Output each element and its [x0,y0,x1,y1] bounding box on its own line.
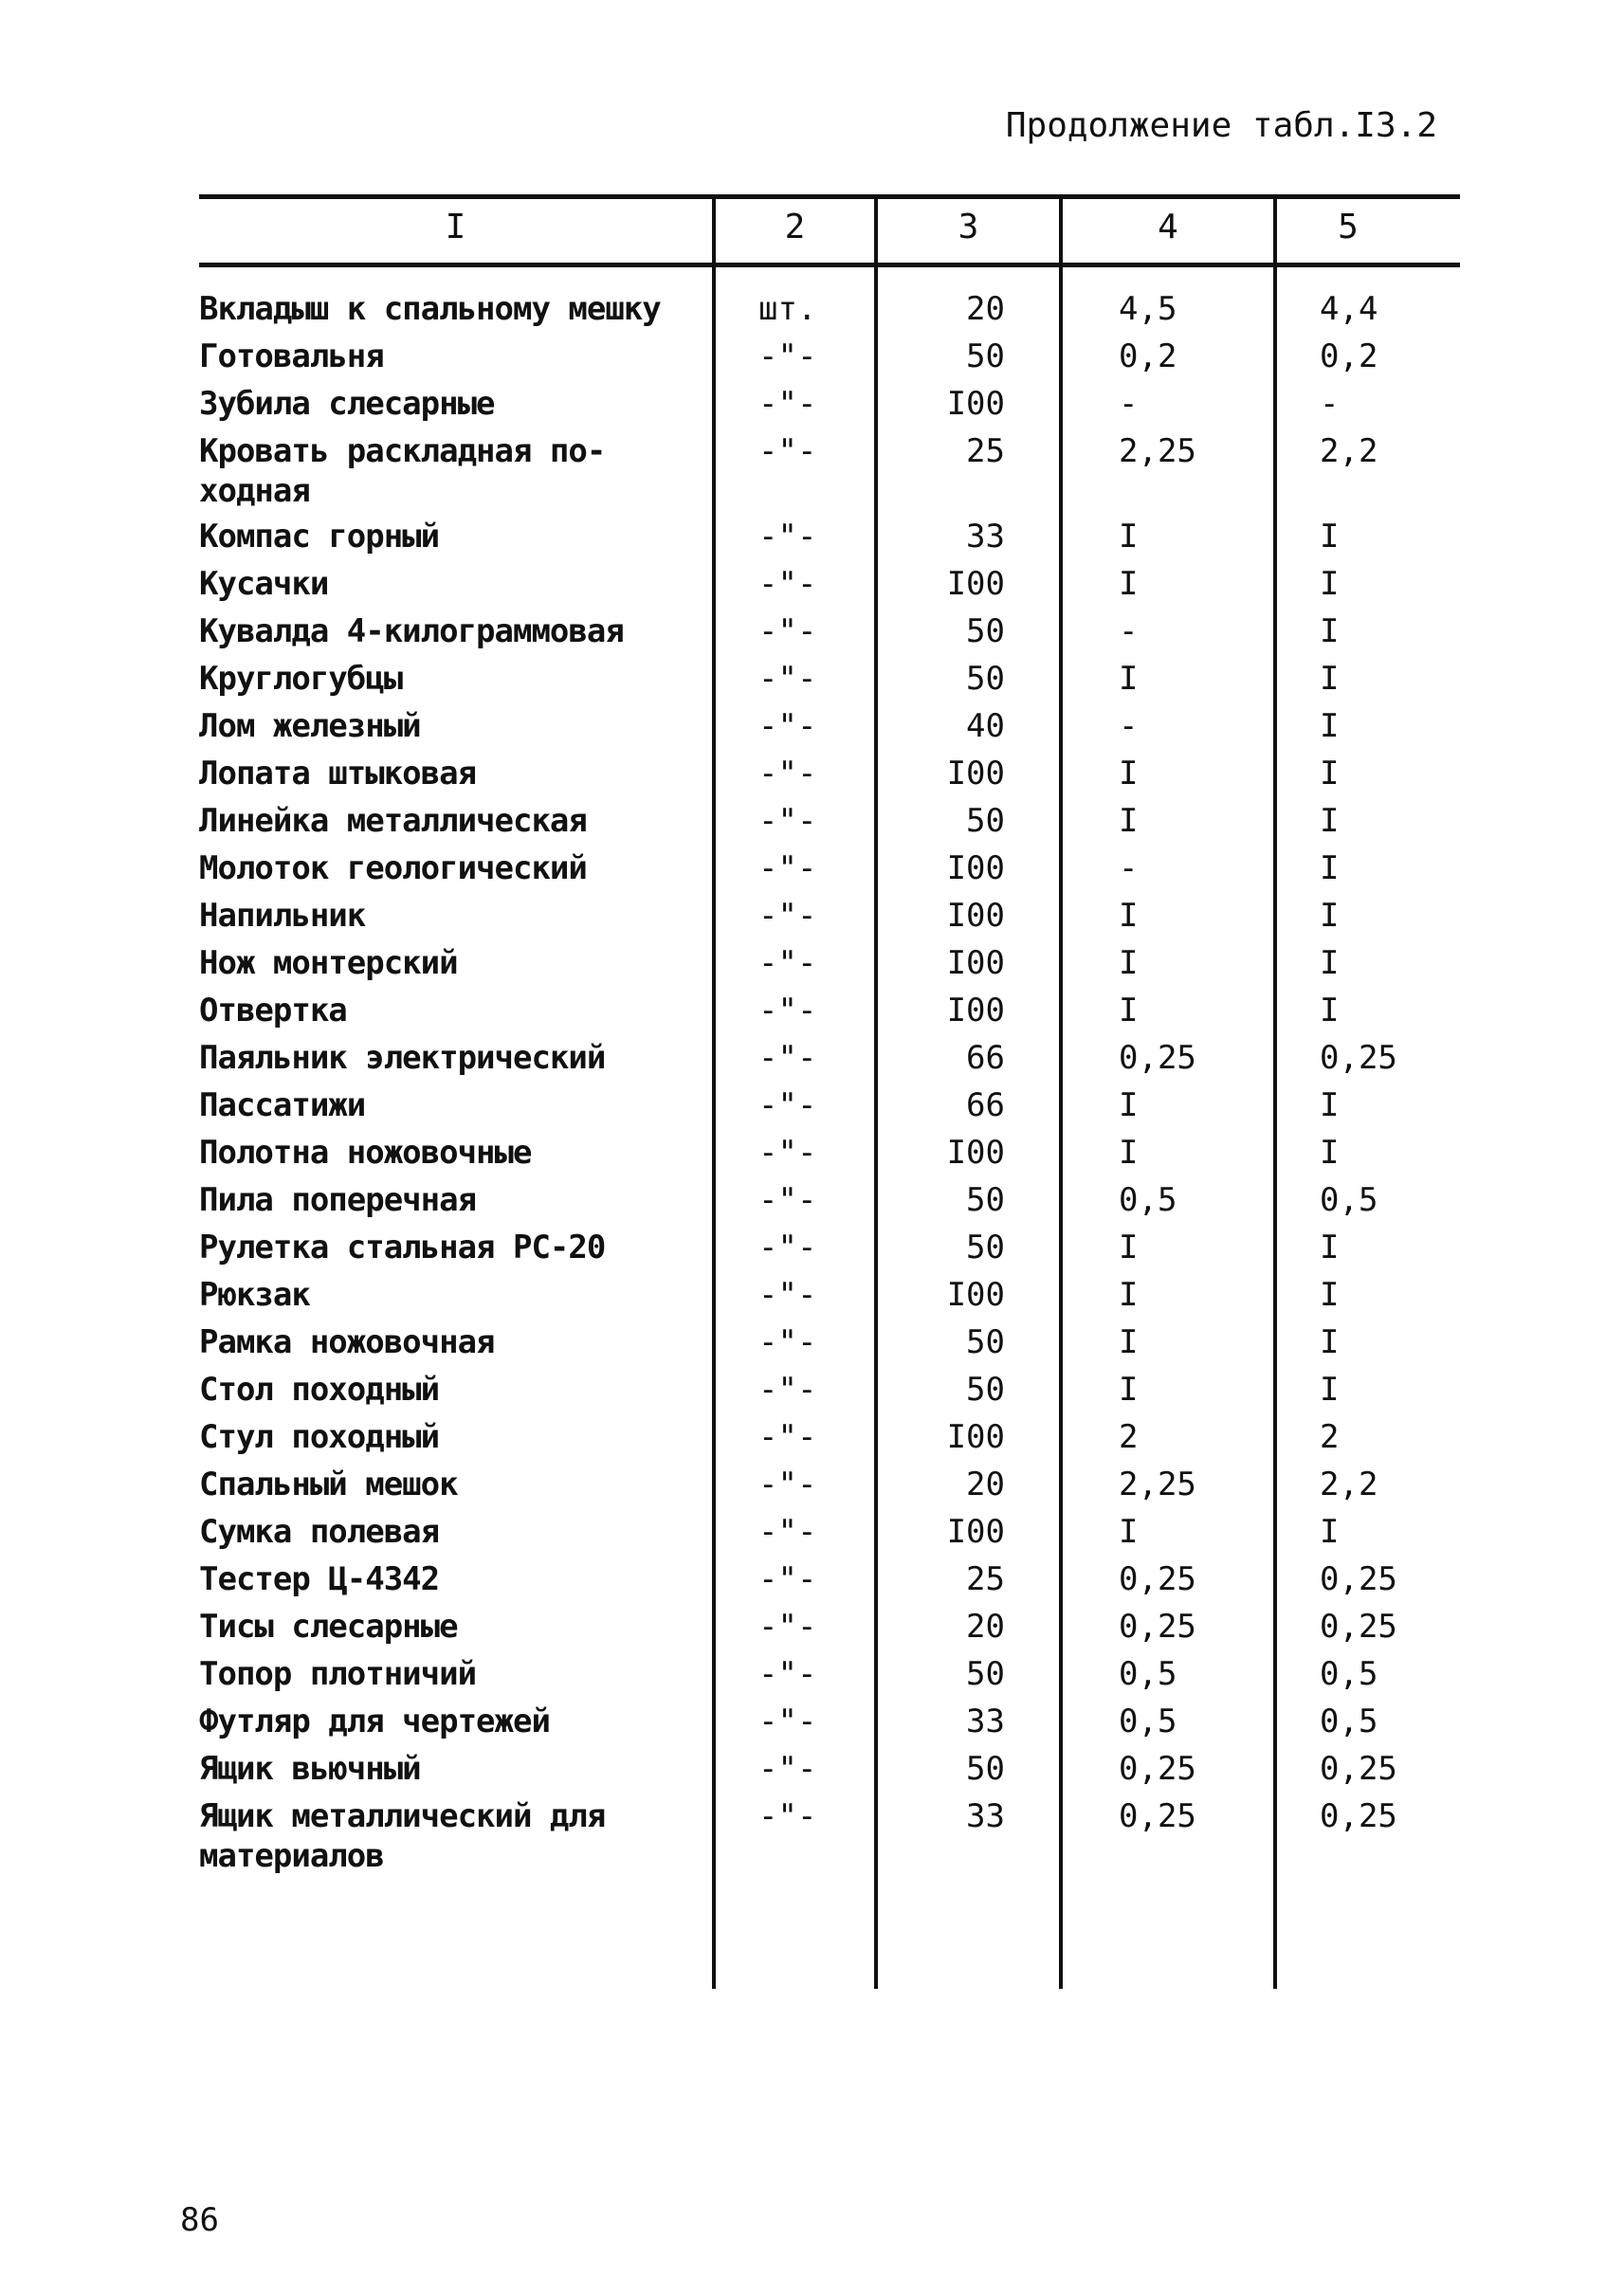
item-col-3: 50 [966,660,1005,698]
item-col-3: 50 [966,1181,1005,1219]
item-col-4: I [1119,802,1139,840]
item-name: Зубила слесарные [199,385,495,423]
item-unit: -"- [758,1608,817,1646]
item-col-4: I [1119,992,1139,1029]
item-name: Спальный мешок [199,1466,458,1503]
item-col-4: 2,25 [1119,432,1196,470]
item-col-5: I [1320,755,1340,792]
item-unit: -"- [758,518,817,556]
item-col-4: 2 [1119,1418,1139,1456]
table-row [0,1559,1624,1607]
item-name: Компас горный [199,518,440,556]
item-col-5: 0,25 [1320,1039,1397,1077]
item-col-4: 0,25 [1119,1608,1196,1646]
item-unit: -"- [758,897,817,935]
item-col-3: I00 [946,755,1005,792]
item-col-3: 40 [966,707,1005,745]
header-col-2: 2 [784,208,806,246]
item-unit: -"- [758,1560,817,1598]
table-row [0,1512,1624,1559]
item-unit: -"- [758,992,817,1029]
item-unit: -"- [758,1276,817,1314]
item-col-3: 20 [966,1466,1005,1503]
item-name: Футляр для чертежей [199,1703,550,1740]
item-col-4: I [1119,1513,1139,1551]
item-col-4: I [1119,897,1139,935]
table-row [0,1370,1624,1417]
item-col-3: 50 [966,612,1005,650]
item-col-3: 66 [966,1086,1005,1124]
item-col-5: I [1320,612,1340,650]
item-col-3: 33 [966,1703,1005,1740]
item-unit: -"- [758,802,817,840]
item-unit: -"- [758,612,817,650]
table-row [0,1085,1624,1133]
item-col-5: I [1320,897,1340,935]
item-col-4: I [1119,1134,1139,1172]
item-col-3: 25 [966,1560,1005,1598]
item-col-4: 4,5 [1119,290,1177,328]
item-col-3: 20 [966,1608,1005,1646]
item-name: Паяльник электрический [199,1039,606,1077]
item-name: Отвертка [199,992,347,1029]
item-unit: -"- [758,1466,817,1503]
item-unit: -"- [758,849,817,887]
item-col-4: 0,5 [1119,1655,1177,1693]
item-col-3: 66 [966,1039,1005,1077]
item-col-5: 0,5 [1320,1703,1378,1740]
item-col-4: I [1119,518,1139,556]
item-unit: -"- [758,1418,817,1456]
item-name: Полотна ножовочные [199,1134,532,1172]
item-col-4: I [1119,1371,1139,1409]
item-col-4: 0,2 [1119,337,1177,375]
item-col-4: 0,25 [1119,1750,1196,1788]
item-col-3: I00 [946,849,1005,887]
item-col-4: 2,25 [1119,1466,1196,1503]
item-col-4: I [1119,755,1139,792]
item-col-5: I [1320,802,1340,840]
item-col-5: 0,25 [1320,1750,1397,1788]
table-row [0,848,1624,896]
item-unit: -"- [758,1086,817,1124]
item-col-4: 0,25 [1119,1797,1196,1835]
item-name: Топор плотничий [199,1655,477,1693]
item-unit: -"- [758,944,817,982]
item-col-4: I [1119,660,1139,698]
item-col-5: I [1320,944,1340,982]
item-col-3: 50 [966,1323,1005,1361]
table-row [0,1180,1624,1228]
header-col-3: 3 [958,208,979,246]
item-col-3: I00 [946,1276,1005,1314]
item-unit: -"- [758,1371,817,1409]
table-row [0,896,1624,943]
item-col-3: I00 [946,944,1005,982]
item-name: Рулетка стальная РС-20 [199,1229,606,1266]
item-unit: -"- [758,1750,817,1788]
item-col-4: 0,25 [1119,1560,1196,1598]
item-unit: -"- [758,565,817,603]
item-col-3: 50 [966,337,1005,375]
table-row [0,991,1624,1038]
item-unit: шт. [758,290,817,328]
table-row [0,1749,1624,1796]
table-row [0,384,1624,431]
item-name: Пассатижи [199,1086,366,1124]
item-col-3: 50 [966,802,1005,840]
item-col-5: 2 [1320,1418,1340,1456]
item-unit: -"- [758,1655,817,1693]
item-unit: -"- [758,1703,817,1740]
item-name: Линейка металлическая [199,802,587,840]
item-col-3: 20 [966,290,1005,328]
item-col-3: 33 [966,518,1005,556]
item-col-5: I [1320,1513,1340,1551]
item-unit: -"- [758,707,817,745]
table-row [0,1654,1624,1702]
item-unit: -"- [758,385,817,423]
item-col-5: 0,2 [1320,337,1378,375]
table-row [0,1322,1624,1370]
item-name: Готовальня [199,337,384,375]
item-unit: -"- [758,1229,817,1266]
item-col-4: - [1119,707,1139,745]
table-row [0,659,1624,706]
item-name: Сумка полевая [199,1513,440,1551]
item-col-3: I00 [946,1513,1005,1551]
header-bottom-rule [199,263,1460,267]
item-col-3: I00 [946,897,1005,935]
table-row [0,337,1624,384]
item-unit: -"- [758,1323,817,1361]
item-name: Кусачки [199,565,329,603]
item-name: Пила поперечная [199,1181,477,1219]
item-col-5: I [1320,1323,1340,1361]
item-col-3: 50 [966,1750,1005,1788]
table-row [0,1607,1624,1654]
item-unit: -"- [758,1039,817,1077]
item-col-5: - [1320,385,1340,423]
item-col-5: I [1320,1276,1340,1314]
item-col-4: - [1119,385,1139,423]
table-row [0,706,1624,754]
item-name: Ящик вьючный [199,1750,421,1788]
table-row [0,1465,1624,1512]
item-col-5: I [1320,1086,1340,1124]
table-row [0,1133,1624,1180]
item-col-4: I [1119,565,1139,603]
item-unit: -"- [758,1134,817,1172]
item-col-3: 50 [966,1371,1005,1409]
item-col-5: 2,2 [1320,432,1378,470]
header-col-4: 4 [1158,208,1178,246]
table-row [0,564,1624,611]
item-name: Тисы слесарные [199,1608,458,1646]
item-name: Стул походный [199,1418,440,1456]
table-row [0,1275,1624,1322]
item-unit: -"- [758,432,817,470]
table-row [0,943,1624,991]
table-caption: Продолжение табл.I3.2 [1005,106,1437,145]
item-col-4: 0,25 [1119,1039,1196,1077]
item-col-5: I [1320,992,1340,1029]
item-unit: -"- [758,1513,817,1551]
table-row [0,754,1624,801]
item-name: Стол походный [199,1371,440,1409]
item-col-5: 4,4 [1320,290,1378,328]
table-row [0,801,1624,848]
item-name: Лопата штыковая [199,755,477,792]
item-col-5: I [1320,849,1340,887]
item-unit: -"- [758,1181,817,1219]
item-col-4: I [1119,1229,1139,1266]
item-col-3: I00 [946,992,1005,1029]
item-col-5: I [1320,1371,1340,1409]
header-col-1: I [445,208,466,246]
table-row [0,1228,1624,1275]
table-row [0,431,1624,510]
item-col-5: 0,25 [1320,1797,1397,1835]
item-col-5: 0,25 [1320,1560,1397,1598]
table-row [0,517,1624,564]
header-col-5: 5 [1338,208,1359,246]
page-number: 86 [180,2201,219,2239]
item-name: Тестер Ц-4342 [199,1560,440,1598]
item-col-3: I00 [946,565,1005,603]
item-name: Круглогубцы [199,660,403,698]
item-name: Нож монтерский [199,944,458,982]
item-name: Лом железный [199,707,421,745]
item-col-3: 33 [966,1797,1005,1835]
table-row [0,611,1624,659]
item-unit: -"- [758,660,817,698]
item-col-5: I [1320,707,1340,745]
item-col-4: I [1119,1086,1139,1124]
item-name: Молоток геологический [199,849,587,887]
item-unit: -"- [758,755,817,792]
item-col-4: I [1119,1323,1139,1361]
item-col-5: I [1320,1229,1340,1266]
item-col-5: I [1320,565,1340,603]
item-col-4: - [1119,849,1139,887]
item-col-5: I [1320,1134,1340,1172]
table-row [0,1796,1624,1875]
item-unit: -"- [758,337,817,375]
item-name: Вкладыш к спальному мешку [199,290,661,328]
item-col-3: 25 [966,432,1005,470]
item-col-5: 2,2 [1320,1466,1378,1503]
item-col-4: 0,5 [1119,1181,1177,1219]
item-col-4: - [1119,612,1139,650]
item-col-3: I00 [946,1134,1005,1172]
table-row [0,289,1624,337]
item-col-4: I [1119,1276,1139,1314]
table-row [0,1038,1624,1085]
item-name: Ящик металлический для материалов [199,1797,606,1875]
item-col-3: I00 [946,1418,1005,1456]
item-col-5: 0,25 [1320,1608,1397,1646]
item-col-4: I [1119,944,1139,982]
item-col-3: I00 [946,385,1005,423]
item-name: Рамка ножовочная [199,1323,495,1361]
item-col-5: I [1320,518,1340,556]
item-col-5: 0,5 [1320,1181,1378,1219]
item-name: Кувалда 4-килограммовая [199,612,624,650]
item-unit: -"- [758,1797,817,1835]
item-col-3: 50 [966,1229,1005,1266]
item-col-3: 50 [966,1655,1005,1693]
item-name: Рюкзак [199,1276,310,1314]
item-col-5: 0,5 [1320,1655,1378,1693]
item-name: Кровать раскладная по- ходная [199,432,606,510]
item-col-5: I [1320,660,1340,698]
item-name: Напильник [199,897,366,935]
table-row [0,1417,1624,1465]
table-row [0,1702,1624,1749]
item-col-4: 0,5 [1119,1703,1177,1740]
